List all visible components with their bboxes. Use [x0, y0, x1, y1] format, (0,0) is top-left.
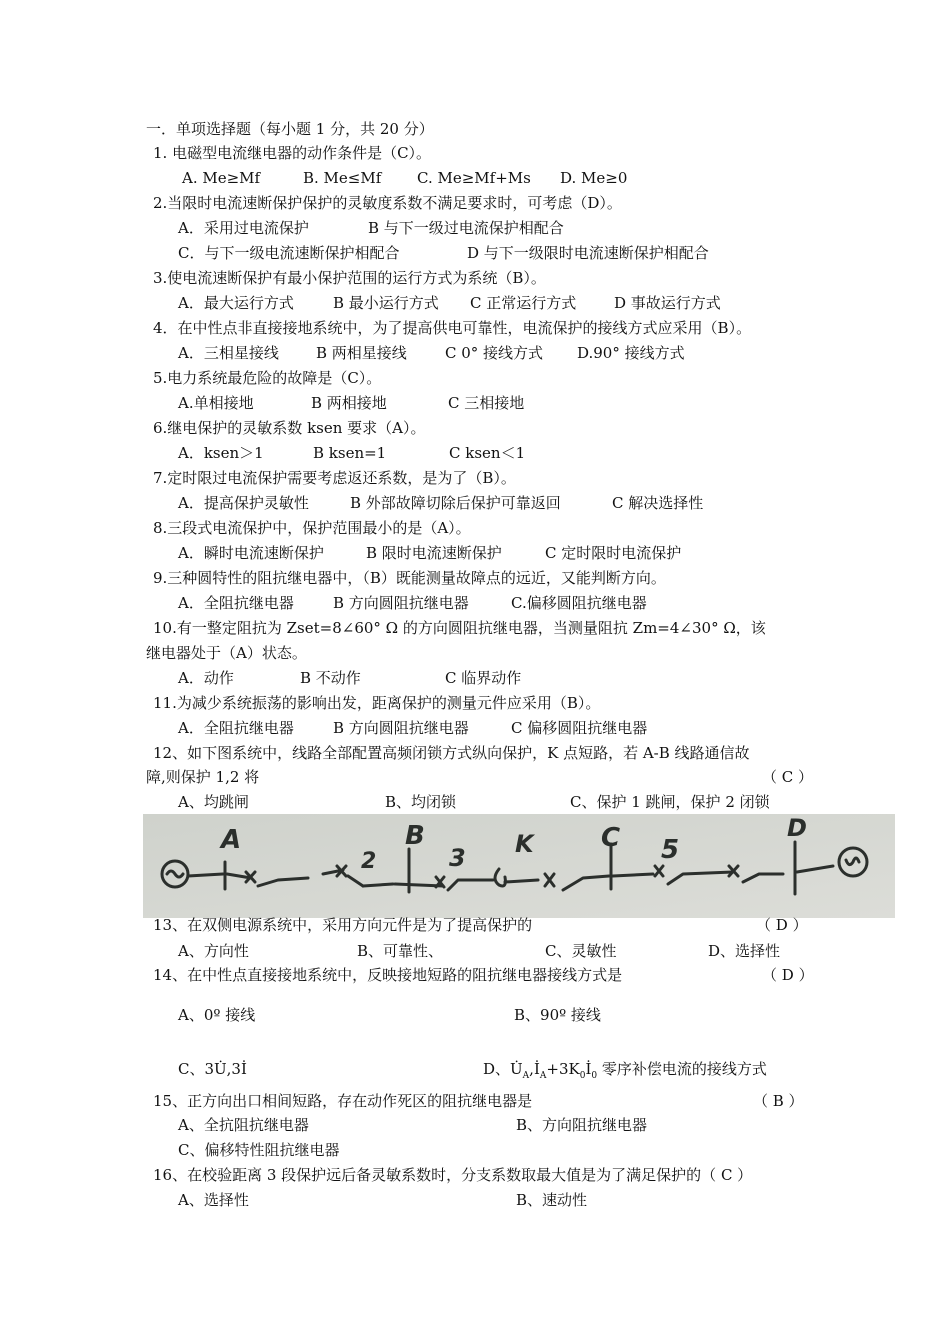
- question-3: 3.使电流速断保护有最小保护范围的运行方式为系统（B）。: [153, 269, 546, 287]
- q4-option-a: A．三相星接线: [178, 344, 279, 362]
- q12-option-c: C、保护 1 跳闸，保护 2 闭锁: [570, 793, 770, 811]
- q9-option-a: A．全阻抗继电器: [178, 594, 294, 612]
- q11-option-c: C 偏移圆阻抗继电器: [511, 719, 648, 737]
- label-c: C: [601, 823, 621, 853]
- q15-option-c: C、偏移特性阻抗继电器: [178, 1141, 340, 1159]
- q14-d-sub-0: 0: [579, 1071, 586, 1081]
- question-16: 16、在校验距离 3 段保护远后备灵敏系数时，分支系数取最大值是为了满足保护的（ C ）: [153, 1166, 753, 1184]
- question-11: 11.为减少系统振荡的影响出发，距离保护的测量元件应采用（B）。: [153, 694, 601, 712]
- q12-option-a: A、均跳闸: [178, 793, 249, 811]
- q10-option-c: C 临界动作: [445, 669, 522, 687]
- q8-option-b: B 限时电流速断保护: [366, 544, 502, 562]
- q1-option-d: D. Me≥0: [560, 169, 628, 187]
- label-k: K: [515, 830, 534, 858]
- q1-option-b: B. Me≤Mf: [303, 169, 382, 187]
- question-14: 14、在中性点直接接地系统中，反映接地短路的阻抗继电器接线方式是: [153, 966, 623, 984]
- q14-d-text-3: +3K: [546, 1060, 580, 1078]
- q5-option-a: A.单相接地: [178, 394, 254, 412]
- question-10-line-2: 继电器处于（A）状态。: [146, 644, 307, 662]
- question-7: 7.定时限过电流保护需要考虑返还系数，是为了（B）。: [153, 469, 516, 487]
- q7-option-a: A．提高保护灵敏性: [178, 494, 309, 512]
- q14-d-sub-0-2: 0: [591, 1071, 598, 1081]
- question-12-line-1: 12、如下图系统中，线路全部配置高频闭锁方式纵向保护，K 点短路，若 A-B 线路通信故: [153, 744, 750, 762]
- q10-option-a: A．动作: [178, 669, 234, 687]
- q11-option-a: A．全阻抗继电器: [178, 719, 294, 737]
- question-8: 8.三段式电流保护中，保护范围最小的是（A）。: [153, 519, 471, 537]
- label-b: B: [405, 821, 425, 851]
- q10-option-b: B 不动作: [300, 669, 361, 687]
- question-12-line-2: 障,则保护 1,2 将: [146, 768, 260, 786]
- q16-option-b: B、速动性: [516, 1191, 588, 1209]
- q3-option-d: D 事故运行方式: [614, 294, 721, 312]
- q2-option-a: A．采用过电流保护: [178, 219, 309, 237]
- q9-option-b: B 方向圆阻抗继电器: [333, 594, 469, 612]
- question-13: 13、在双侧电源系统中，采用方向元件是为了提高保护的: [153, 916, 533, 934]
- q6-option-c: C ksen＜1: [449, 444, 526, 462]
- q1-option-a: A. Me≥Mf: [182, 169, 261, 187]
- q3-option-c: C 正常运行方式: [470, 294, 577, 312]
- q14-option-b: B、90º 接线: [514, 1006, 601, 1024]
- q14-d-text-5: 零序补偿电流的接线方式: [597, 1060, 767, 1078]
- q2-option-b: B 与下一级过电流保护相配合: [368, 219, 564, 237]
- circuit-diagram-sketch: [143, 814, 895, 918]
- q7-option-c: C 解决选择性: [612, 494, 704, 512]
- question-1: 1. 电磁型电流继电器的动作条件是（C）。: [153, 144, 432, 162]
- q6-option-a: A．ksen＞1: [178, 444, 264, 462]
- label-a: A: [221, 825, 242, 855]
- label-d: D: [787, 814, 807, 842]
- q16-option-a: A、选择性: [178, 1191, 249, 1209]
- question-6: 6.继电保护的灵敏系数 ksen 要求（A）。: [153, 419, 426, 437]
- q11-option-b: B 方向圆阻抗继电器: [333, 719, 469, 737]
- q9-option-c: C.偏移圆阻抗继电器: [511, 594, 647, 612]
- q4-option-d: D.90° 接线方式: [577, 344, 685, 362]
- q13-option-b: B、可靠性、: [357, 942, 444, 960]
- q15-answer: （ B ）: [753, 1092, 804, 1110]
- circuit-diagram-photo: [143, 814, 895, 918]
- q2-option-d: D 与下一级限时电流速断保护相配合: [467, 244, 709, 262]
- q12-option-b: B、均闭锁: [385, 793, 457, 811]
- q7-option-b: B 外部故障切除后保护可靠返回: [350, 494, 561, 512]
- q15-option-b: B、方向阻抗继电器: [516, 1116, 648, 1134]
- q14-d-sub-a-2: A: [539, 1071, 547, 1081]
- q14-d-text-2: ,İ: [529, 1060, 540, 1078]
- q13-option-d: D、选择性: [708, 942, 781, 960]
- question-5: 5.电力系统最危险的故障是（C）。: [153, 369, 382, 387]
- label-protection-3: 3: [449, 844, 466, 872]
- label-protection-2: 2: [361, 849, 377, 874]
- q15-option-a: A、全抗阻抗继电器: [178, 1116, 309, 1134]
- q1-option-c: C. Me≥Mf+Ms: [417, 169, 531, 187]
- question-10-line-1: 10.有一整定阻抗为 Zset=8∠60° Ω 的方向圆阻抗继电器，当测量阻抗 Zm=4∠30° Ω，该: [153, 619, 766, 637]
- q13-answer: （ D ）: [756, 916, 808, 934]
- section-title: 一．单项选择题（每小题 1 分，共 20 分）: [146, 120, 434, 138]
- q4-option-b: B 两相星接线: [316, 344, 407, 362]
- label-protection-5: 5: [661, 835, 680, 865]
- q5-option-c: C 三相接地: [448, 394, 525, 412]
- question-2: 2.当限时电流速断保护保护的灵敏度系数不满足要求时，可考虑（D）。: [153, 194, 622, 212]
- q8-option-a: A．瞬时电流速断保护: [178, 544, 324, 562]
- question-4: 4．在中性点非直接接地系统中，为了提高供电可靠性，电流保护的接线方式应采用（B）。: [153, 319, 752, 337]
- q14-answer: （ D ）: [762, 966, 814, 984]
- q3-option-b: B 最小运行方式: [333, 294, 439, 312]
- q12-answer: （ C ）: [762, 768, 814, 786]
- question-9: 9.三种圆特性的阻抗继电器中，（B）既能测量故障点的远近，又能判断方向。: [153, 569, 666, 587]
- q13-option-c: C、灵敏性: [545, 942, 617, 960]
- q14-option-d: [483, 1060, 767, 1085]
- q6-option-b: B ksen=1: [313, 444, 387, 462]
- q14-d-sub-a: A: [522, 1071, 530, 1081]
- q14-option-a: A、0º 接线: [178, 1006, 256, 1024]
- q14-d-text-4: İ: [585, 1060, 592, 1078]
- q3-option-a: A．最大运行方式: [178, 294, 294, 312]
- q2-option-c: C．与下一级电流速断保护相配合: [178, 244, 400, 262]
- q14-d-text: D、U̇: [483, 1060, 523, 1078]
- question-15: 15、正方向出口相间短路，存在动作死区的阻抗继电器是: [153, 1092, 533, 1110]
- q4-option-c: C 0° 接线方式: [445, 344, 544, 362]
- q5-option-b: B 两相接地: [311, 394, 387, 412]
- q8-option-c: C 定时限时电流保护: [545, 544, 682, 562]
- q13-option-a: A、方向性: [178, 942, 249, 960]
- q14-option-c: C、3U̇,3İ: [178, 1060, 247, 1078]
